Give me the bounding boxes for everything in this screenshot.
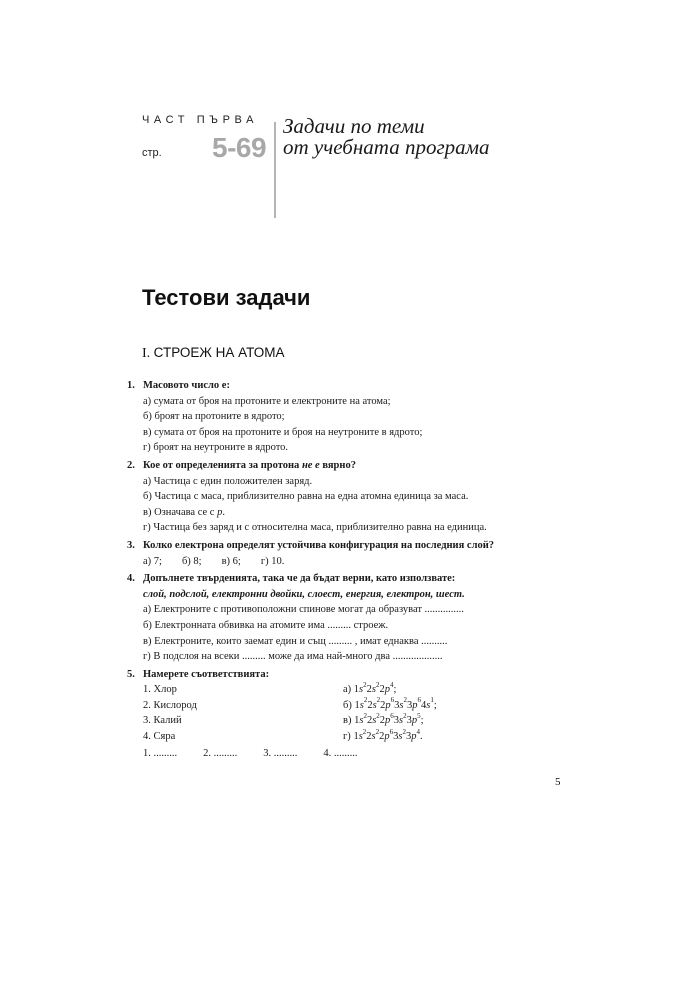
answer-3: 3. ......... [263, 747, 298, 759]
statement-c: в) Електроните, които заемат един и същ ......... , имат еднаква .......... [143, 635, 448, 647]
header-divider [274, 122, 276, 218]
emphasis: не е [301, 459, 320, 471]
option-d: г) Частица без заряд и с относителна маса, приблизително равна на единица. [143, 522, 487, 534]
question-number: 5. [127, 668, 135, 680]
config-b: б) $1s^22s^22p^63s^23p^64s^1$; [343, 696, 437, 711]
config-c: в) $1s^22s^22p^63s^23p^5$; [343, 711, 424, 727]
question-text: Намерете съответствията: [143, 668, 270, 680]
question-list [125, 378, 565, 763]
question-text: Допълнете твърденията, така че да бъдат верни, като използвате: [143, 573, 456, 585]
element-3: 3. Калий [143, 715, 182, 727]
option-c: в) Означава се с p. [143, 506, 225, 518]
element-1: 1. Хлор [143, 684, 177, 696]
page-number: 5 [555, 776, 561, 788]
option-b: б) 8; [181, 555, 202, 567]
option-a: а) Частица с един положителен заряд. [143, 475, 313, 487]
option-a: а) сумата от броя на протоните и електроните на атома; [143, 395, 391, 407]
subsection-title: СТРОЕЖ НА АТОМА [153, 345, 285, 360]
subsection-number: I. [142, 346, 151, 361]
answer-2: 2. ......... [203, 747, 238, 759]
option-c: в) сумата от броя на протоните и броя на неутроните в ядрото; [143, 426, 423, 438]
question-1 [125, 378, 565, 456]
question-text: Колко електрона определят устойчива конфигурация на последния слой? [143, 539, 495, 551]
question-text: Кое от определенията за протона не е вярно? [143, 459, 356, 471]
option-b: б) Частица с маса, приблизително равна на една атомна единица за маса. [143, 491, 469, 503]
chapter-title [283, 116, 490, 158]
config-a: а) $1s^22s^22p^4$; [343, 680, 397, 696]
statement-b: б) Електронната обвивка на атомите има ......... строеж. [143, 619, 389, 631]
question-number: 4. [127, 573, 135, 585]
pages-range: 5-69 [212, 132, 267, 163]
answer-4: 4. ......... [323, 747, 358, 759]
question-number: 3. [127, 539, 135, 551]
option-b: б) броят на протоните в ядрото; [143, 411, 285, 423]
section-title: Тестови задачи [142, 285, 311, 310]
pages-prefix: стр. [142, 147, 162, 159]
statement-d: г) В подслоя на всеки ......... може да има най-много два ................... [143, 651, 443, 663]
options-row [143, 554, 565, 570]
answer-1: 1. ......... [143, 747, 178, 759]
part-label: ЧАСТ ПЪРВА [142, 114, 259, 126]
element-4: 4. Сяра [143, 731, 176, 743]
question-number: 1. [127, 380, 135, 391]
option-d: г) броят на неутроните в ядрото. [143, 442, 289, 454]
question-text: Масовото число е: [143, 380, 230, 391]
option-c: в) 6; [221, 555, 241, 567]
element-2: 2. Кислород [143, 699, 197, 711]
matching-grid [143, 682, 565, 744]
option-d: г) 10. [260, 555, 285, 567]
chapter-title-line1: Задачи по теми [283, 114, 425, 138]
question-4 [125, 571, 565, 665]
answer-blanks [143, 746, 565, 762]
word-bank: слой, подслой, електронни двойки, слоест, енергия, електрон, шест. [143, 588, 465, 600]
question-number: 2. [127, 459, 135, 471]
config-d: г) $1s^22s^22p^63s^23p^4$. [343, 727, 423, 743]
question-2 [125, 458, 565, 536]
option-a: а) 7; [143, 555, 162, 567]
question-5 [125, 667, 565, 762]
proton-symbol: p [217, 506, 223, 518]
statement-a: а) Електроните с противоположни спинове могат да образуват ............... [143, 604, 464, 616]
subsection-heading [142, 345, 285, 362]
chapter-title-line2: от учебната програма [283, 135, 490, 159]
question-3 [125, 538, 565, 569]
